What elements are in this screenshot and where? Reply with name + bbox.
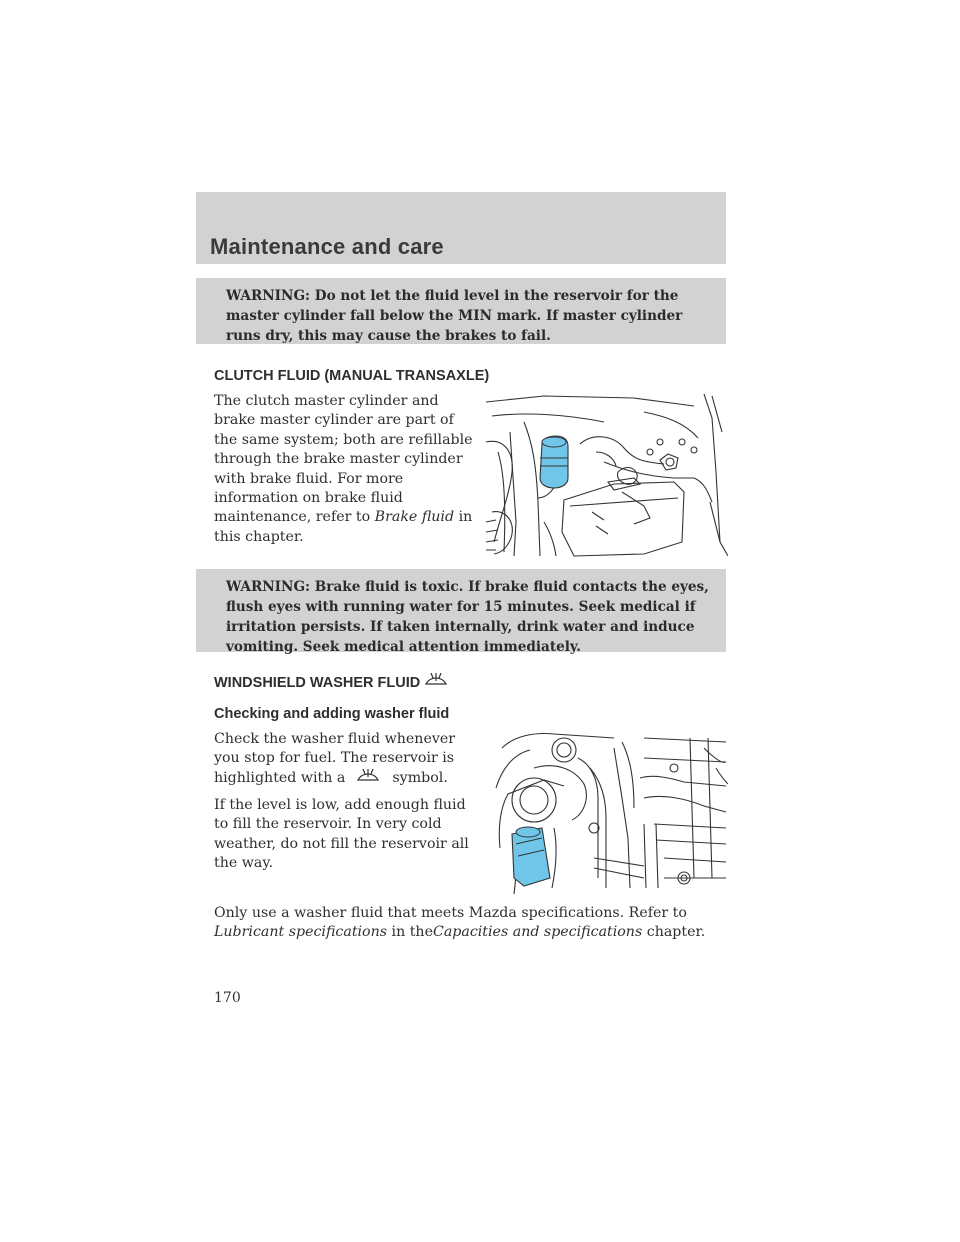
washer-paragraph-3: [214, 904, 744, 943]
washer-reservoir-illustration: [494, 728, 728, 894]
warning-text: WARNING: Brake fluid is toxic. If brake fluid contacts the eyes, flush eyes with running water for 15 minutes. Seek medical if irritation persists. If taken internally, drink water and induce vomiting. Seek medical attention immediately.: [226, 579, 709, 655]
section-title: Maintenance and care: [210, 234, 444, 259]
clutch-fluid-paragraph: [214, 392, 476, 547]
washer-spec-text: Only use a washer fluid that meets Mazda specifications. Refer to: [214, 905, 687, 921]
washer-paragraph-1: [214, 730, 476, 788]
washer-fluid-heading: [214, 675, 448, 691]
clutch-fluid-heading: CLUTCH FLUID (MANUAL TRANSAXLE): [214, 368, 490, 384]
washer-heading-text: WINDSHIELD WASHER FLUID: [214, 675, 421, 691]
washer-fluid-icon: [424, 670, 448, 688]
washer-paragraph-2: If the level is low, add enough fluid to fill the reservoir. In very cold weather, do not fill the reservoir all the way.: [214, 797, 469, 872]
washer-reservoir-highlight: [512, 827, 550, 886]
washer-text-end: symbol.: [392, 769, 448, 786]
lubricant-specifications-link: Lubricant specifications: [214, 924, 388, 941]
warning-text: WARNING: Do not let the fluid level in the reservoir for the master cylinder fall below the MIN mark. If master cylinder runs dry, this may cause the brakes to fail.: [226, 288, 683, 344]
warning-box-brake-fluid-toxic: [196, 569, 726, 655]
washer-spec-text-end: chapter.: [646, 924, 706, 941]
clutch-text-end: in this chapter.: [214, 509, 473, 545]
brake-fluid-link: Brake fluid: [374, 509, 455, 526]
section-header: [196, 192, 726, 264]
clutch-text: The clutch master cylinder and brake master cylinder are part of the same system; both are refillable through the brake master cylinder with brake fluid. For more information on brake fluid maintenance, refer to: [214, 393, 473, 526]
brake-reservoir-highlight: [540, 436, 568, 488]
washer-fluid-subheading: Checking and adding washer fluid: [214, 706, 450, 722]
page-number: 170: [214, 990, 241, 1006]
capacities-specifications-link: Capacities and specifications: [432, 924, 643, 941]
washer-spec-text-mid: in the: [391, 924, 433, 941]
brake-master-cylinder-illustration: [484, 392, 728, 558]
washer-fluid-icon: [354, 766, 382, 784]
washer-text: Check the washer fluid whenever you stop for fuel. The reservoir is highlighted with a: [214, 731, 456, 786]
warning-box-master-cylinder: [196, 278, 726, 344]
